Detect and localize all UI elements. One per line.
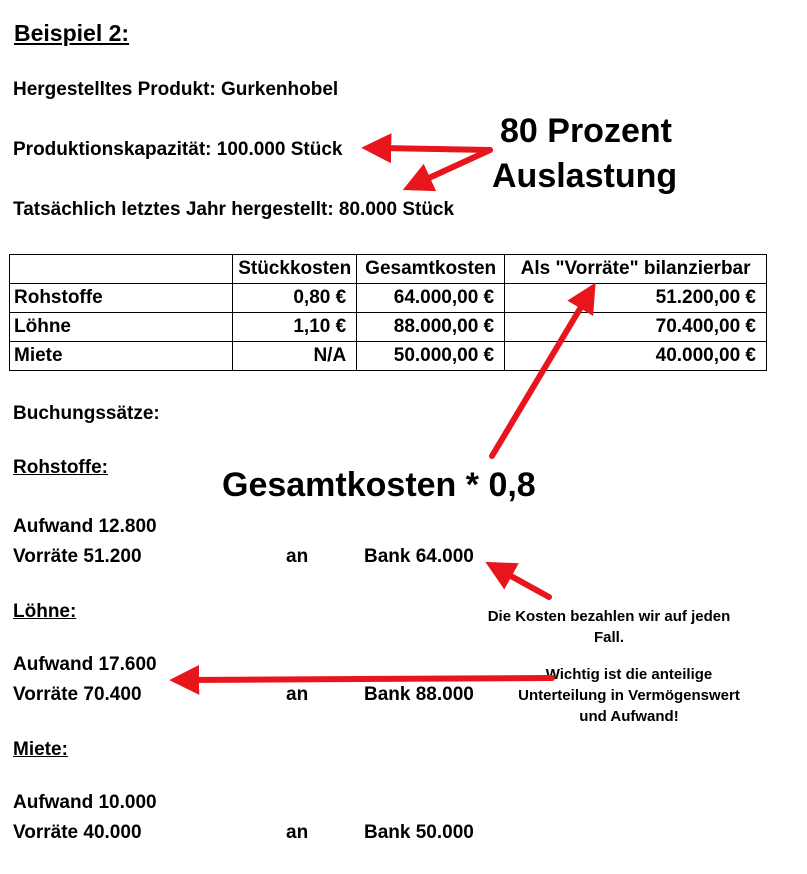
booking-line-expense: Aufwand 12.800 (13, 516, 157, 537)
booking-line-inventory: Vorräte 40.000 (13, 822, 142, 843)
booking-bank: Bank 64.000 (364, 546, 474, 567)
table-cell: N/A (233, 342, 357, 371)
table-cell: 50.000,00 € (357, 342, 505, 371)
booking-line-inventory: Vorräte 51.200 (13, 546, 142, 567)
booking-bank: Bank 88.000 (364, 684, 474, 705)
arrow-to-vorraete-header (492, 297, 587, 456)
utilization-annotation-line2: Auslastung (492, 157, 678, 195)
section-heading-miete: Miete: (13, 739, 68, 760)
arrow-to-produced (418, 150, 490, 183)
note-costs-line: Fall. (593, 629, 624, 646)
table-cell: 64.000,00 € (357, 284, 505, 313)
arrow-to-capacity (378, 148, 490, 150)
booking-an: an (286, 684, 309, 705)
capacity-line: Produktionskapazität: 100.000 Stück (13, 139, 343, 160)
note-split-line: Unterteilung in Vermögenswert (518, 687, 740, 704)
booking-line-expense: Aufwand 17.600 (13, 654, 157, 675)
note-split-line: Wichtig ist die anteilige (545, 666, 713, 683)
table-header-cell: Als "Vorräte" bilanzierbar (505, 255, 767, 284)
booking-an: an (286, 822, 309, 843)
note-split-line: und Aufwand! (579, 708, 679, 725)
table-cell: 88.000,00 € (357, 313, 505, 342)
utilization-annotation-line1: 80 Prozent (500, 112, 672, 150)
booking-line-expense: Aufwand 10.000 (13, 792, 157, 813)
booking-line-inventory: Vorräte 70.400 (13, 684, 142, 705)
note-costs-line: Die Kosten bezahlen wir auf jeden (487, 608, 731, 625)
arrow-to-aufwand-17600 (186, 678, 552, 680)
formula-annotation: Gesamtkosten * 0,8 (222, 466, 536, 504)
booking-an: an (286, 546, 309, 567)
table-cell: 0,80 € (233, 284, 357, 313)
table-header-cell: Gesamtkosten (357, 255, 505, 284)
table-cell: 70.400,00 € (505, 313, 767, 342)
table-cell: Miete (10, 342, 233, 371)
booking-bank: Bank 50.000 (364, 822, 474, 843)
bookings-heading: Buchungssätze: (13, 403, 160, 424)
table-cell: 40.000,00 € (505, 342, 767, 371)
table-cell: Rohstoffe (10, 284, 233, 313)
arrow-to-bank-64000 (500, 570, 549, 597)
page-title: Beispiel 2: (14, 20, 130, 46)
produced-line: Tatsächlich letztes Jahr hergestellt: 80.000 Stück (13, 199, 455, 220)
table-header-cell: Stückkosten (233, 255, 357, 284)
product-line: Hergestelltes Produkt: Gurkenhobel (13, 79, 339, 100)
section-heading-loehne: Löhne: (13, 601, 77, 622)
section-heading-rohstoffe: Rohstoffe: (13, 457, 108, 478)
table-cell: 51.200,00 € (505, 284, 767, 313)
table-cell: Löhne (10, 313, 233, 342)
table-cell: 1,10 € (233, 313, 357, 342)
